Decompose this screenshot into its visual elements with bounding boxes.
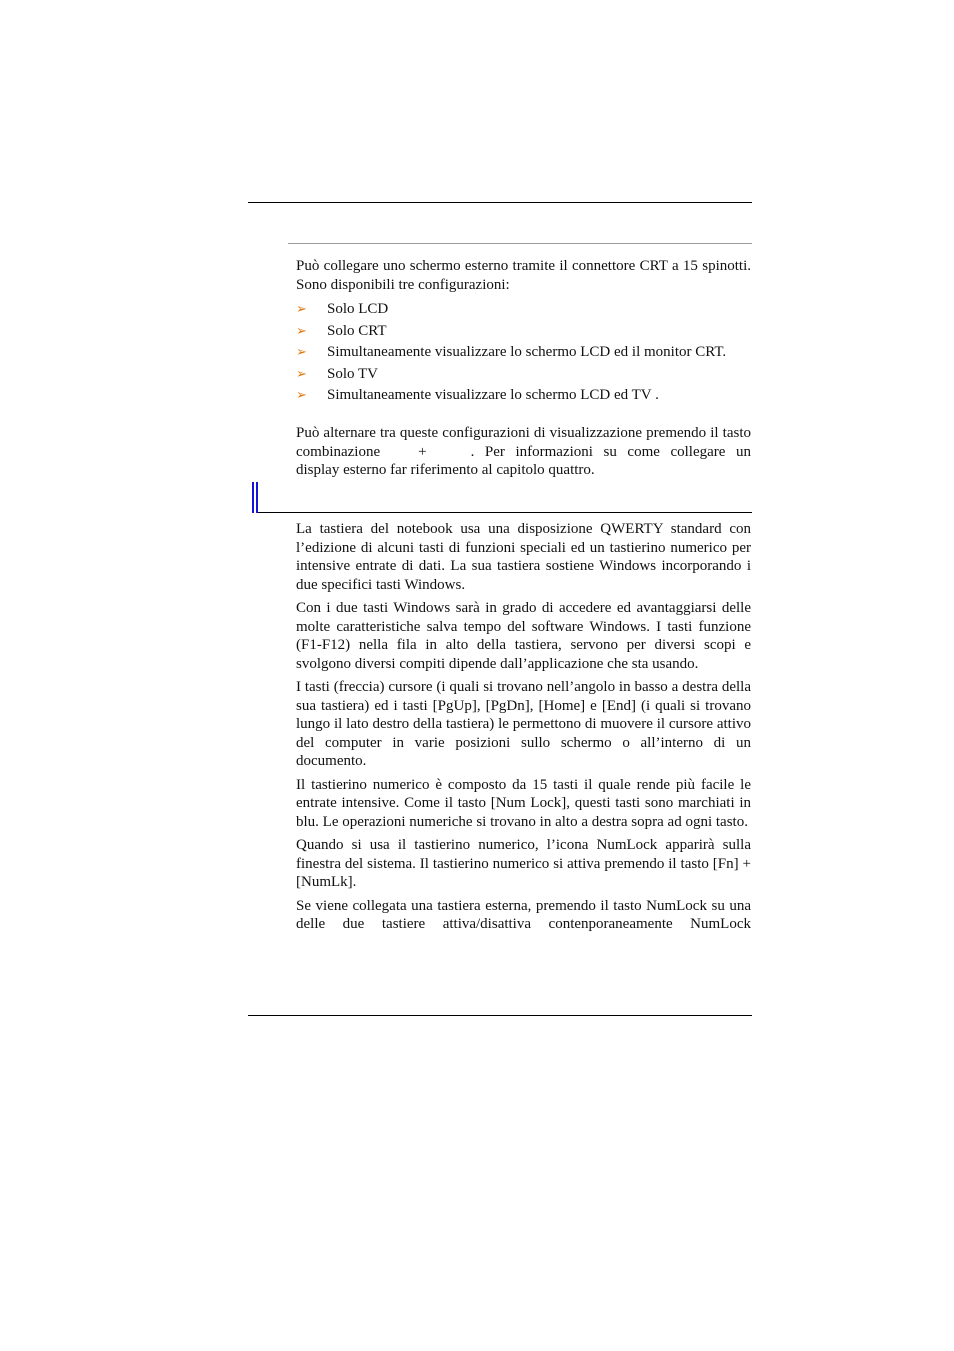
list-item: ➢ Simultaneamente visualizzare lo schermo LCD ed TV . (296, 387, 659, 403)
paragraph: Quando si usa il tastierino numerico, l’icona NumLock apparirà sulla finestra del sistema. Il tastierino numerico si attiva premendo il tasto [Fn] + [NumLk]. (296, 837, 751, 890)
paragraph: La tastiera del notebook usa una disposizione QWERTY standard con l’edizione di alcuni tasti di funzioni speciali ed un tastierino numerico per intensive entrate di dati. La sua tastiera sostiene Windows incorporando i due specifici tasti Windows. (296, 521, 751, 593)
intro-paragraph (296, 257, 751, 294)
paragraph: Il tastierino numerico è composto da 15 tasti il quale rende più facile le entrate intensive. Come il tasto [Num Lock], questi tasti sono marchiati in blu. Le operazioni numeriche si trovano in alto a destra sopra ad ogni tasto. (296, 776, 751, 830)
keyboard-section (296, 520, 751, 939)
paragraph: Con i due tasti Windows sarà in grado di accedere ed avantaggiarsi delle molte caratteristiche salva tempo del software Windows. I tasti funzione (F1-F12) nella fila in alto della tastiera, servono per diversi scopi e svolgono diversi compiti dipende dall’applicazione che sta usando. (296, 600, 751, 672)
arrow-bullet-icon: ➢ (296, 322, 307, 338)
list-item: ➢ Simultaneamente visualizzare lo schermo LCD ed il monitor CRT. (296, 344, 727, 360)
header-rule (248, 202, 752, 203)
intro-text: Può collegare uno schermo esterno tramite il connettore CRT a 15 spinotti. Sono disponibili tre configurazioni: (296, 258, 751, 293)
list-item: ➢ Solo TV (296, 365, 378, 382)
section-accent-bar (252, 482, 258, 513)
switch-paragraph (296, 424, 751, 480)
arrow-bullet-icon: ➢ (296, 301, 307, 316)
arrow-bullet-icon: ➢ (296, 365, 307, 381)
paragraph: I tasti (freccia) cursore (i quali si trovano nell’angolo in basso a destra della sua tastiera) ed i tasti [PgUp], [PgDn], [Home] e [End] (i quali si trovano lungo il lato destro della tastiera) le permettono di muovere il cursore attivo del computer in varie posizioni sullo schermo o all’interno di un documento. (296, 679, 751, 769)
list-item: ➢ Solo LCD (296, 301, 389, 317)
section-rule (258, 512, 752, 513)
subsection-rule (288, 243, 752, 244)
arrow-bullet-icon: ➢ (296, 344, 307, 359)
display-config-list (296, 300, 751, 408)
arrow-bullet-icon: ➢ (296, 387, 307, 402)
switch-text: Può alternare tra queste configurazioni di visualizzazione premendo il tasto combinazione + . Per informazioni su come collegare un display esterno far riferimento al capitolo quattro. (296, 425, 751, 478)
paragraph: Se viene collegata una tastiera esterna, premendo il tasto NumLock su una delle due tastiere attiva/disattiva contenporaneamente NumLock (296, 897, 751, 932)
list-item: ➢ Solo CRT (296, 322, 387, 339)
footer-rule (248, 1015, 752, 1016)
